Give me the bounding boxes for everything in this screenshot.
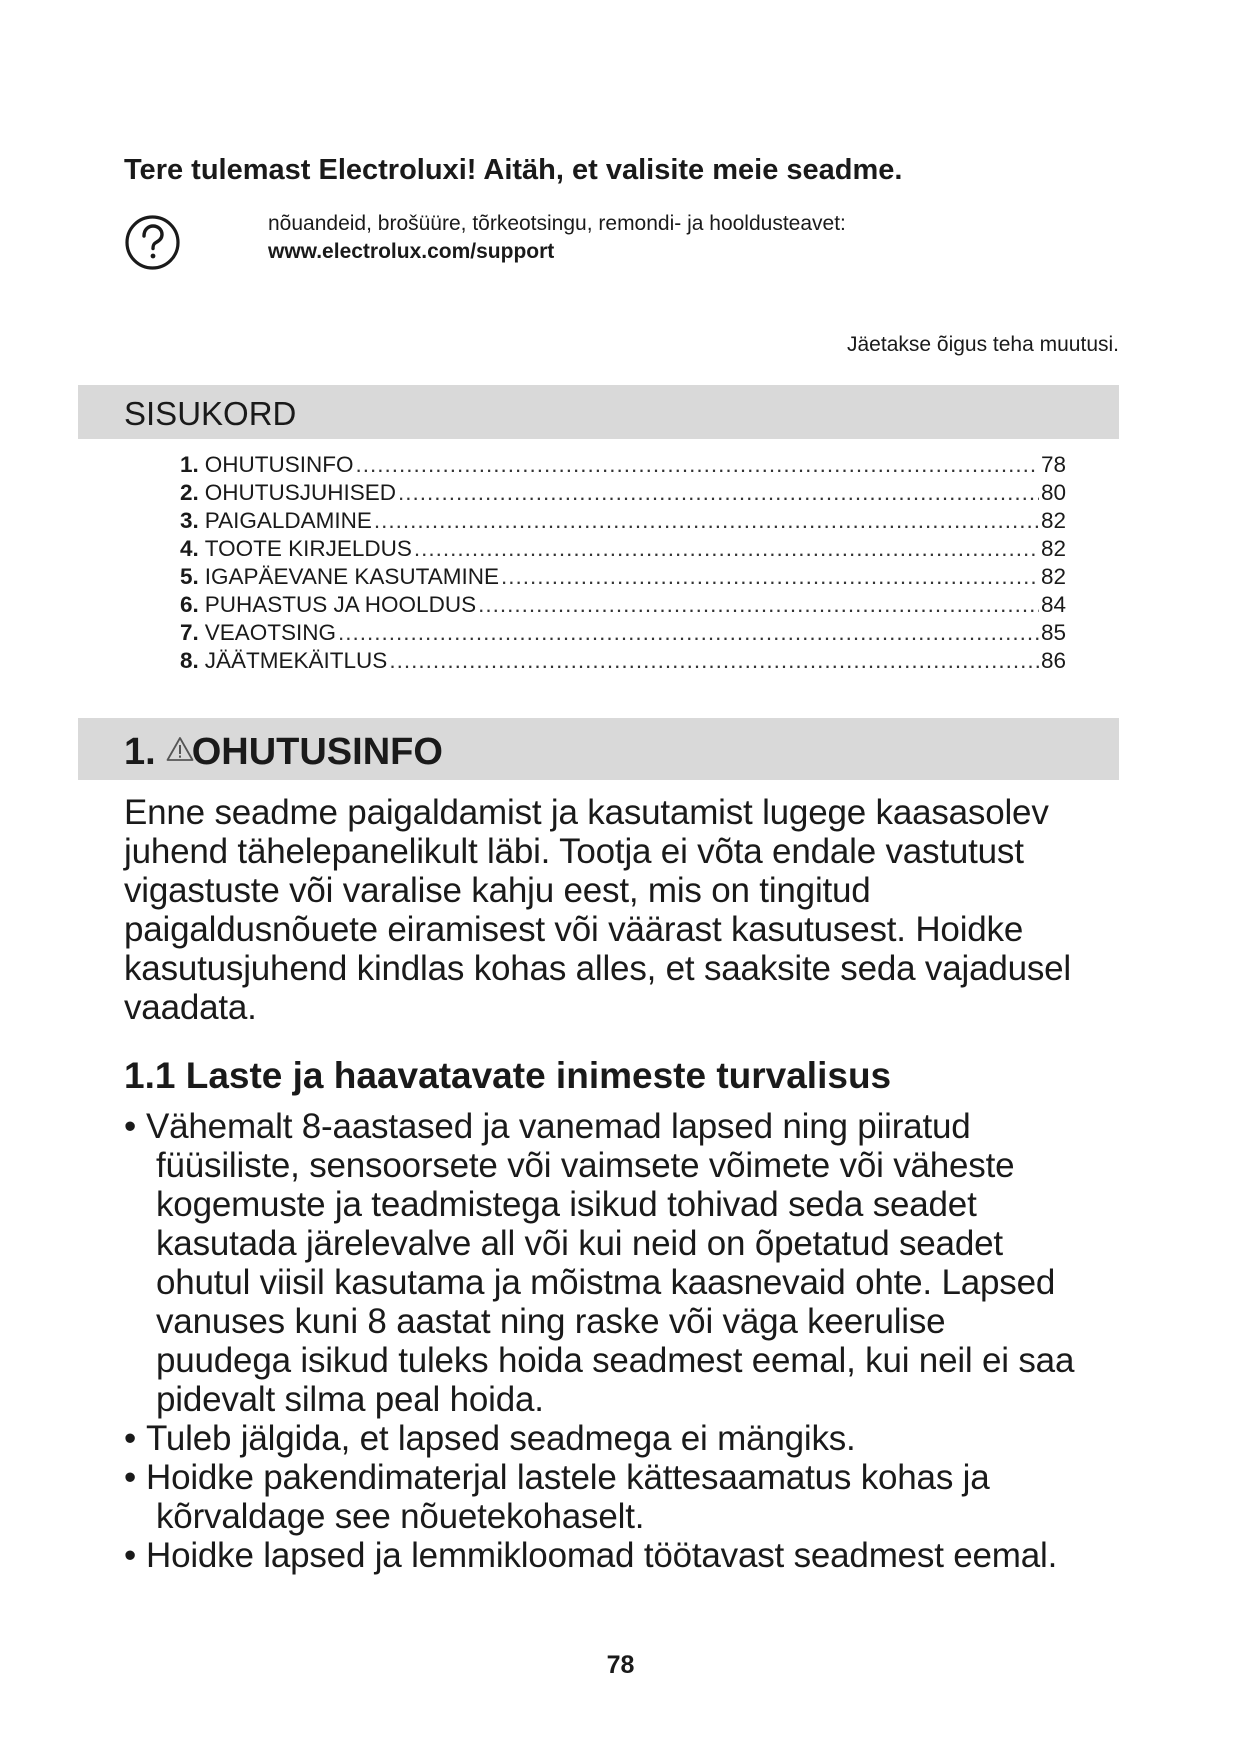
toc-item[interactable]	[180, 479, 1066, 507]
bullet-line: ohutul viisil kasutama ja mõistma kaasnevaid ohte. Lapsed	[156, 1263, 1056, 1302]
toc-item-page: 85	[1040, 620, 1066, 645]
bullet-line: kogemuste ja teadmistega isikud tohivad seda seadet	[156, 1185, 977, 1224]
bullet-line: kõrvaldage see nõuetekohaselt.	[156, 1497, 645, 1536]
toc-leader	[501, 563, 1039, 591]
intro-line: juhend tähelepanelikult läbi. Tootja ei võta endale vastutust	[124, 832, 1024, 871]
toc-item-page: 80	[1040, 480, 1066, 505]
toc-item-label: OHUTUSINFO	[204, 452, 354, 477]
toc-leader	[374, 507, 1039, 535]
toc-item-page: 84	[1040, 592, 1066, 617]
bullet-marker: •	[124, 1536, 137, 1575]
toc-header-band	[78, 385, 1119, 439]
bullet-item	[124, 1419, 1124, 1458]
toc-item-number: 2.	[180, 480, 199, 505]
intro-paragraph	[124, 793, 1124, 1027]
bullet-line: füüsiliste, sensoorsete või vaimsete võimete või väheste	[156, 1146, 1015, 1185]
toc-leader	[356, 451, 1039, 479]
toc-title: SISUKORD	[124, 395, 297, 432]
toc-item[interactable]	[180, 535, 1066, 563]
bullet-item	[124, 1536, 1124, 1575]
toc-item-label: IGAPÄEVANE KASUTAMINE	[204, 564, 500, 589]
bullet-line: puudega isikud tuleks hoida seadmest eemal, kui neil ei saa	[156, 1341, 1075, 1380]
support-link[interactable]: www.electrolux.com/support	[268, 240, 555, 263]
bullet-line: vanuses kuni 8 aastat ning raske või väga keerulise	[156, 1302, 946, 1341]
intro-line: paigaldusnõuete eiramisest või väärast kasutusest. Hoidke	[124, 910, 1024, 949]
intro-line: kasutusjuhend kindlas kohas alles, et saaksite seda vajadusel	[124, 949, 1072, 988]
bullet-marker: •	[124, 1419, 137, 1458]
section-header-band	[78, 718, 1119, 780]
section-number: 1.	[124, 731, 156, 773]
bullet-line: Hoidke lapsed ja lemmikloomad töötavast seadmest eemal.	[146, 1536, 1058, 1575]
intro-line: vaadata.	[124, 988, 257, 1027]
section-title-text: OHUTUSINFO	[191, 731, 443, 773]
toc-item-page: 86	[1040, 648, 1066, 673]
toc-item-number: 5.	[180, 564, 199, 589]
bullet-line: pidevalt silma peal hoida.	[156, 1380, 544, 1419]
toc-item[interactable]	[180, 451, 1066, 479]
toc-item-page: 78	[1040, 452, 1066, 477]
bullet-item	[124, 1107, 1124, 1419]
intro-line: vigastuste või varalise kahju eest, mis on tingitud	[124, 871, 871, 910]
bullet-marker: •	[124, 1458, 137, 1497]
subsection-heading: 1.1 Laste ja haavatavate inimeste turvalisus	[124, 1055, 892, 1096]
toc-item-label: JÄÄTMEKÄITLUS	[204, 648, 388, 673]
toc-leader	[414, 535, 1039, 563]
toc-leader	[389, 647, 1039, 675]
toc-leader	[338, 619, 1039, 647]
bullet-line: Vähemalt 8-aastased ja vanemad lapsed ning piiratud	[146, 1107, 971, 1146]
bullet-line: Tuleb jälgida, et lapsed seadmega ei mängiks.	[146, 1419, 856, 1458]
toc-leader	[398, 479, 1039, 507]
toc-item[interactable]	[180, 591, 1066, 619]
section-title	[124, 729, 443, 775]
safety-bullet-list	[124, 1107, 1124, 1575]
welcome-heading: Tere tulemast Electroluxi! Aitäh, et valisite meie seadme.	[124, 154, 903, 186]
toc-item-number: 3.	[180, 508, 199, 533]
help-text: nõuandeid, brošüüre, tõrkeotsingu, remondi- ja hooldusteavet:	[268, 212, 846, 235]
toc-item[interactable]	[180, 619, 1066, 647]
toc-item-page: 82	[1040, 536, 1066, 561]
toc-item-number: 7.	[180, 620, 199, 645]
toc-item[interactable]	[180, 563, 1066, 591]
toc-item-label: PUHASTUS JA HOOLDUS	[204, 592, 477, 617]
toc-item-page: 82	[1040, 508, 1066, 533]
warning-triangle-icon	[166, 736, 194, 762]
toc-leader	[478, 591, 1039, 619]
toc-item-label: PAIGALDAMINE	[204, 508, 372, 533]
page-number: 78	[606, 1651, 635, 1679]
toc-item-number: 8.	[180, 648, 199, 673]
toc-item-number: 6.	[180, 592, 199, 617]
toc-item-label: OHUTUSJUHISED	[204, 480, 397, 505]
rights-notice: Jäetakse õigus teha muutusi.	[847, 333, 1119, 356]
toc-item-label: TOOTE KIRJELDUS	[204, 536, 412, 561]
bullet-line: kasutada järelevalve all või kui neid on õpetatud seadet	[156, 1224, 1003, 1263]
toc-item-number: 1.	[180, 452, 199, 477]
table-of-contents	[180, 451, 1066, 675]
bullet-line: Hoidke pakendimaterjal lastele kättesaamatus kohas ja	[146, 1458, 990, 1497]
toc-item[interactable]	[180, 647, 1066, 675]
toc-item-page: 82	[1040, 564, 1066, 589]
bullet-item	[124, 1458, 1124, 1536]
toc-item-number: 4.	[180, 536, 199, 561]
intro-line: Enne seadme paigaldamist ja kasutamist lugege kaasasolev	[124, 793, 1049, 832]
bullet-marker: •	[124, 1107, 137, 1146]
toc-item-label: VEAOTSING	[204, 620, 337, 645]
question-circle-icon	[124, 214, 181, 271]
toc-item[interactable]	[180, 507, 1066, 535]
